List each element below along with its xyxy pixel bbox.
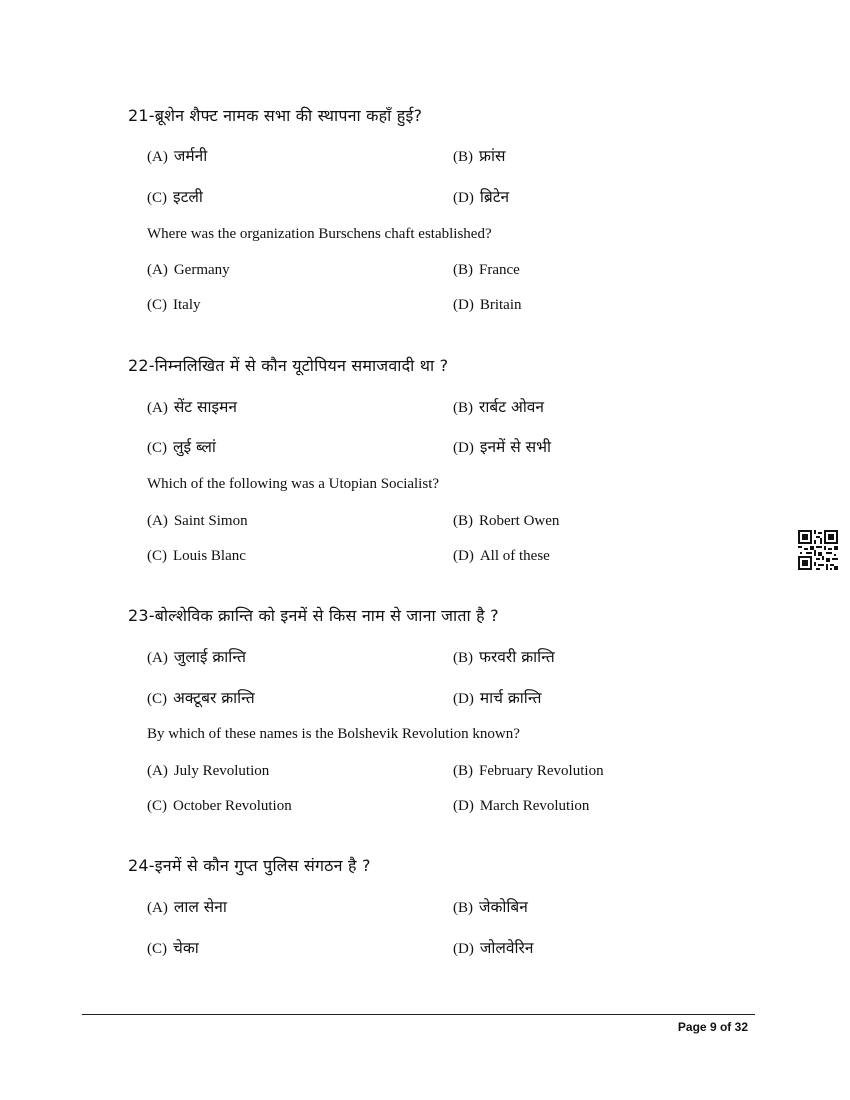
english-option-a: (A) Germany: [147, 262, 230, 278]
hindi-option-b: (B) फ्रांस: [453, 147, 506, 165]
english-question: By which of these names is the Bolshevik Revolution known?: [147, 726, 520, 742]
hindi-option-d: (D) मार्च क्रान्ति: [453, 689, 542, 707]
hindi-option-c: (C) लुई ब्लां: [147, 438, 216, 456]
english-question: Which of the following was a Utopian Socialist?: [147, 476, 440, 492]
hindi-option-b: (B) फरवरी क्रान्ति: [453, 648, 555, 666]
hindi-option-c: (C) अक्टूबर क्रान्ति: [147, 689, 255, 707]
hindi-option-d: (D) इनमें से सभी: [453, 438, 552, 456]
question-stem: 22-निम्नलिखित में से कौन यूटोपियन समाजवादी था ?: [128, 356, 449, 375]
hindi-option-a: (A) जुलाई क्रान्ति: [147, 648, 246, 666]
question-stem: 21-ब्रूशेन शैफ्ट नामक सभा की स्थापना कहाँ हुई?: [128, 106, 423, 125]
hindi-option-a: (A) सेंट साइमन: [147, 398, 238, 416]
english-question: Where was the organization Burschens chaft established?: [147, 226, 492, 242]
hindi-option-a: (A) जर्मनी: [147, 147, 208, 165]
question-stem: 24-इनमें से कौन गुप्त पुलिस संगठन है ?: [128, 856, 371, 875]
hindi-option-d: (D) ब्रिटेन: [453, 188, 510, 206]
footer-divider: [82, 1014, 755, 1015]
english-option-b: (B) February Revolution: [453, 763, 604, 779]
english-option-b: (B) France: [453, 262, 520, 278]
english-option-a: (A) July Revolution: [147, 763, 270, 779]
english-option-d: (D) Britain: [453, 297, 522, 313]
hindi-option-c: (C) इटली: [147, 188, 203, 206]
english-option-c: (C) October Revolution: [147, 798, 292, 814]
english-option-d: (D) March Revolution: [453, 798, 590, 814]
english-option-b: (B) Robert Owen: [453, 513, 560, 529]
hindi-option-b: (B) रार्बट ओवन: [453, 398, 545, 416]
page-number: Page 9 of 32: [677, 1020, 748, 1034]
qr-code-icon: [798, 530, 838, 570]
hindi-option-c: (C) चेका: [147, 939, 199, 957]
english-option-a: (A) Saint Simon: [147, 513, 248, 529]
hindi-option-b: (B) जेकोबिन: [453, 898, 528, 916]
question-stem: 23-बोल्शेविक क्रान्ति को इनमें से किस नाम से जाना जाता है ?: [128, 606, 499, 625]
hindi-option-a: (A) लाल सेना: [147, 898, 227, 916]
english-option-d: (D) All of these: [453, 548, 550, 564]
english-option-c: (C) Italy: [147, 297, 201, 313]
english-option-c: (C) Louis Blanc: [147, 548, 246, 564]
hindi-option-d: (D) जोलवेरिन: [453, 939, 534, 957]
